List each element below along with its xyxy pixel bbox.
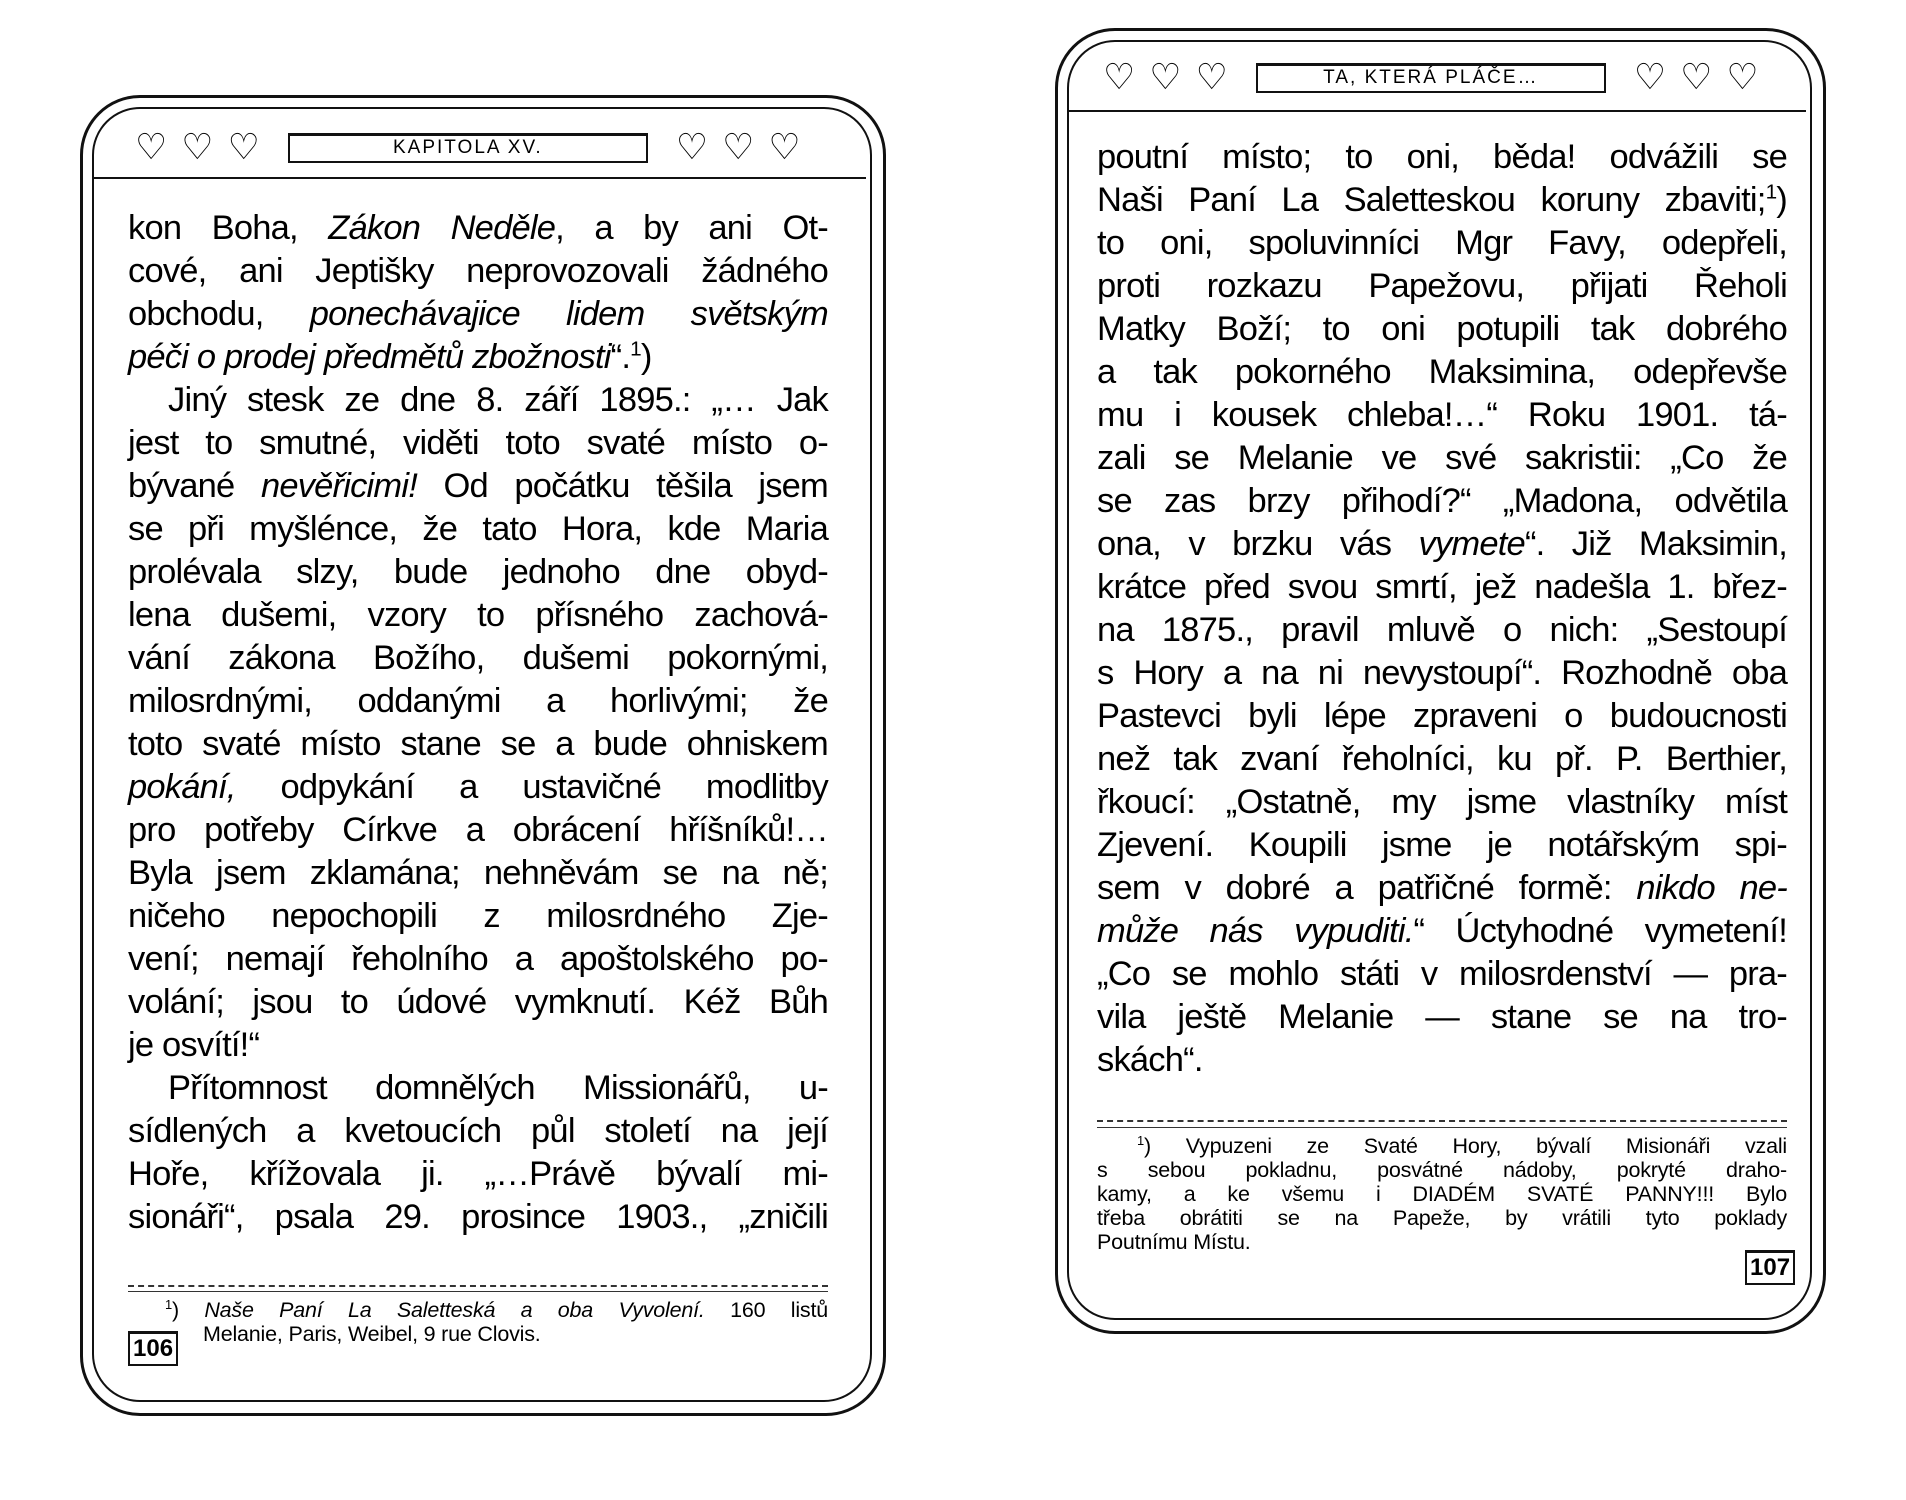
text-line: skách“. <box>1097 1041 1203 1079</box>
text-line: sionáři“, psala 29. prosince 1903., „zničili <box>128 1198 828 1236</box>
heart-icon: ♡ <box>227 127 260 168</box>
footnote-line: s sebou pokladnu, posvátné nádoby, pokryté draho- <box>1097 1158 1787 1182</box>
running-title: TA, KTERÁ PLÁČE… <box>1256 63 1606 93</box>
footnote-line: $^1$) Naše Paní La Saletteská a oba Vyvolení. 160 listů <box>165 1296 828 1322</box>
chapter-title: KAPITOLA XV. <box>288 133 648 163</box>
heart-icon: ♡ <box>1680 57 1713 98</box>
text-line: bývané nevěřicimi! Od počátku těšila jsem <box>128 467 828 505</box>
footnote-rule <box>1097 1120 1787 1122</box>
text-line: lena dušemi, vzory to přísného zachová- <box>128 596 828 634</box>
footnote-rule <box>1097 1127 1787 1128</box>
text-line: milosrdnými, oddanými a horlivými; že <box>128 682 828 720</box>
text-line: zali se Melanie ve své sakristii: „Co že <box>1097 439 1787 477</box>
text-line: volání; jsou to údové vymknutí. Kéž Bůh <box>128 983 828 1021</box>
heart-icon: ♡ <box>1726 57 1759 98</box>
text-line: řkoucí: „Ostatně, my jsme vlastníky míst <box>1097 783 1787 821</box>
text-line: na 1875., pravil mluvě o nich: „Sestoupí <box>1097 611 1787 649</box>
text-line: cové, ani Jeptišky neprovozovali žádného <box>128 252 828 290</box>
footnote-line: kamy, a ke všemu i DIADÉM SVATÉ PANNY!!! Bylo <box>1097 1182 1787 1206</box>
heart-icon: ♡ <box>722 127 755 168</box>
text-line: péči o prodej předmětů zbožnosti“.$^1$) <box>128 337 652 376</box>
text-line: krátce před svou smrtí, jež nadešla 1. břez- <box>1097 568 1787 606</box>
text-line: Byla jsem zklamána; nehněvám se na ně; <box>128 854 828 892</box>
text-line: se při myšlénce, že tato Hora, kde Maria <box>128 510 828 548</box>
header-rule <box>94 177 866 179</box>
left-page <box>80 95 890 1420</box>
text-line: Matky Boží; to oni potupili tak dobrého <box>1097 310 1787 348</box>
text-line: to oni, spoluvinníci Mgr Favy, odepřeli, <box>1097 224 1787 262</box>
heart-icon: ♡ <box>181 127 214 168</box>
heart-icon: ♡ <box>1149 57 1182 98</box>
left-footnote <box>165 1298 828 1346</box>
text-line: proti rozkazu Papežovu, přijati Řeholi <box>1097 267 1787 305</box>
left-page-header <box>135 127 801 168</box>
text-line: a tak pokorného Maksimina, odepřevše <box>1097 353 1787 391</box>
header-rule <box>1069 110 1806 112</box>
heart-icon: ♡ <box>135 127 168 168</box>
footnote-line: třeba obrátiti se na Papeže, by vrátili tyto poklady <box>1097 1206 1787 1230</box>
text-line: Pastevci byli lépe zpraveni o budoucnosti <box>1097 697 1787 735</box>
heart-icon: ♡ <box>675 127 709 168</box>
right-footnote <box>1097 1134 1787 1254</box>
text-line: toto svaté místo stane se a bude ohniskem <box>128 725 828 763</box>
heart-icon: ♡ <box>1195 57 1228 98</box>
text-line: než tak zvaní řeholníci, ku př. P. Berthier, <box>1097 740 1787 778</box>
footnote-line: Melanie, Paris, Weibel, 9 rue Clovis. <box>203 1322 541 1346</box>
text-line: mu i kousek chleba!…“ Roku 1901. tá- <box>1097 396 1787 434</box>
text-line: se zas brzy přihodí?“ „Madona, odvětila <box>1097 482 1787 520</box>
text-line: jest to smutné, viděti toto svaté místo o- <box>128 424 828 462</box>
text-line: Hoře, křížovala ji. „…Právě bývalí mi- <box>128 1155 828 1193</box>
page-number: 107 <box>1745 1250 1795 1285</box>
text-line: může nás vypuditi.“ Úctyhodné vymetení! <box>1097 912 1787 950</box>
text-line: pokání, odpykání a ustavičné modlitby <box>128 768 828 806</box>
text-line: poutní místo; to oni, běda! odvážili se <box>1097 138 1787 176</box>
text-line: sem v dobré a patřičné formě: nikdo ne- <box>1097 869 1787 907</box>
text-line: ona, v brzku vás vymete“. Již Maksimin, <box>1097 525 1787 563</box>
page-number: 106 <box>128 1331 178 1366</box>
text-line: ničeho nepochopili z milosrdného Zje- <box>128 897 828 935</box>
text-line: kon Boha, Zákon Neděle, a by ani Ot- <box>128 209 828 247</box>
right-page <box>1055 28 1830 1338</box>
footnote-rule <box>128 1285 828 1287</box>
heart-icon: ♡ <box>1633 57 1667 98</box>
right-page-body <box>1097 136 1787 1082</box>
text-line: vání zákona Božího, dušemi pokornými, <box>128 639 828 677</box>
text-line: s Hory a na ni nevystoupí“. Rozhodně oba <box>1097 654 1787 692</box>
text-line: Přítomnost domnělých Missionářů, u- <box>168 1069 828 1107</box>
text-line: „Co se mohlo státi v milosrdenství — pra- <box>1097 955 1787 993</box>
text-line: Zjevení. Koupili jsme je notářským spi- <box>1097 826 1787 864</box>
footnote-line: Poutnímu Místu. <box>1097 1230 1251 1254</box>
footnote-rule <box>128 1291 828 1292</box>
text-line: vila ještě Melanie — stane se na tro- <box>1097 998 1787 1036</box>
heart-icon: ♡ <box>768 127 801 168</box>
left-page-body <box>128 207 828 1239</box>
right-page-header <box>1103 57 1759 98</box>
text-line: obchodu, ponechávajice lidem světským <box>128 295 828 333</box>
footnote-line: $^1$) Vypuzeni ze Svaté Hory, bývalí Misionáři vzali <box>1137 1132 1787 1158</box>
text-line: Jiný stesk ze dne 8. září 1895.: „… Jak <box>168 381 828 419</box>
text-line: prolévala slzy, bude jednoho dne obyd- <box>128 553 828 591</box>
text-line: vení; nemají řeholního a apoštolského po- <box>128 940 828 978</box>
text-line: sídlených a kvetoucích půl století na její <box>128 1112 828 1150</box>
text-line: je osvítí!“ <box>128 1026 260 1064</box>
text-line: pro potřeby Církve a obrácení hříšníků!… <box>128 811 828 849</box>
heart-icon: ♡ <box>1103 57 1136 98</box>
text-line: Naši Paní La Saletteskou koruny zbaviti;$^1$) <box>1097 180 1787 219</box>
